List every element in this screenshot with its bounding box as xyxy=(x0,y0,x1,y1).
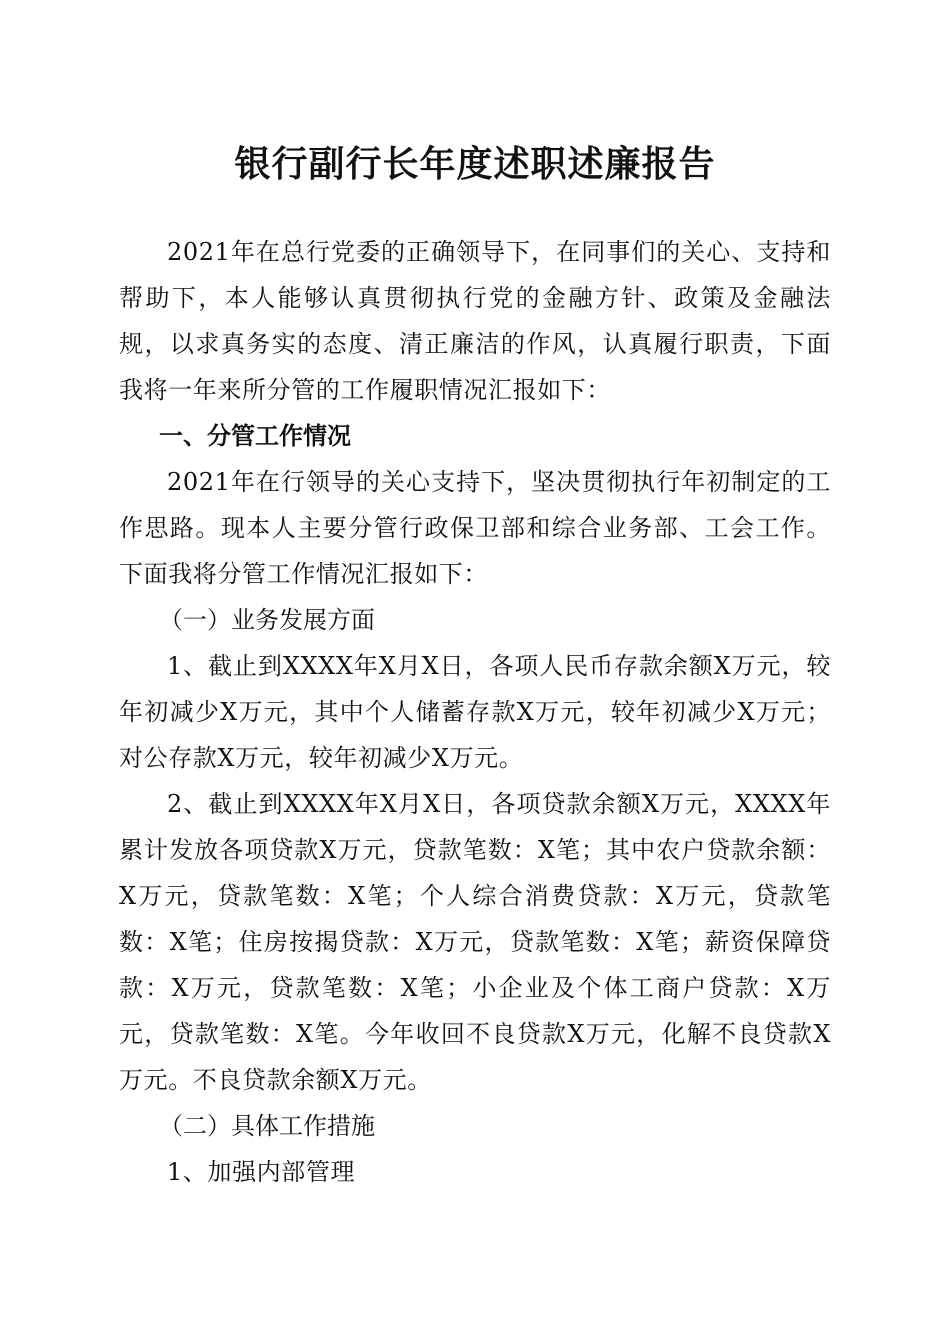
subsection-heading: （一）业务发展方面 xyxy=(159,606,375,634)
item-paragraph: 1、截止到XXXX年X月X日，各项人民币存款余额X万元，较年初减少X万元，其中个人储蓄存款X万元，较年初减少X万元；对公存款X万元，较年初减少X万元。 xyxy=(119,652,831,772)
subsection-heading: （二）具体工作措施 xyxy=(159,1112,375,1140)
document-body xyxy=(119,229,831,1195)
item-paragraph: 2、截止到XXXX年X月X日，各项贷款余额X万元，XXXX年累计发放各项贷款X万元，贷款笔数：X笔；其中农户贷款余额：X万元，贷款笔数：X笔；个人综合消费贷款：X万元，贷款笔数：X笔；住房按揭贷款：X万元，贷款笔数：X笔；薪资保障贷款：X万元，贷款笔数：X笔；小企业及个体工商户贷款：X万元，贷款笔数：X笔。今年收回不良贷款X万元，化解不良贷款X万元。不良贷款余额X万元。 xyxy=(119,790,831,1094)
intro-paragraph: 2021年在总行党委的正确领导下，在同事们的关心、支持和帮助下，本人能够认真贯彻执行党的金融方针、政策及金融法规，以求真务实的态度、清正廉洁的作风，认真履行职责，下面我将一年来所分管的工作履职情况汇报如下： xyxy=(119,238,831,404)
section-heading: 一、分管工作情况 xyxy=(159,422,351,450)
section-body-paragraph: 2021年在行领导的关心支持下，坚决贯彻执行年初制定的工作思路。现本人主要分管行政保卫部和综合业务部、工会工作。下面我将分管工作情况汇报如下： xyxy=(119,468,831,588)
document-title: 银行副行长年度述职述廉报告 xyxy=(234,144,716,185)
item-paragraph: 1、加强内部管理 xyxy=(167,1158,356,1186)
